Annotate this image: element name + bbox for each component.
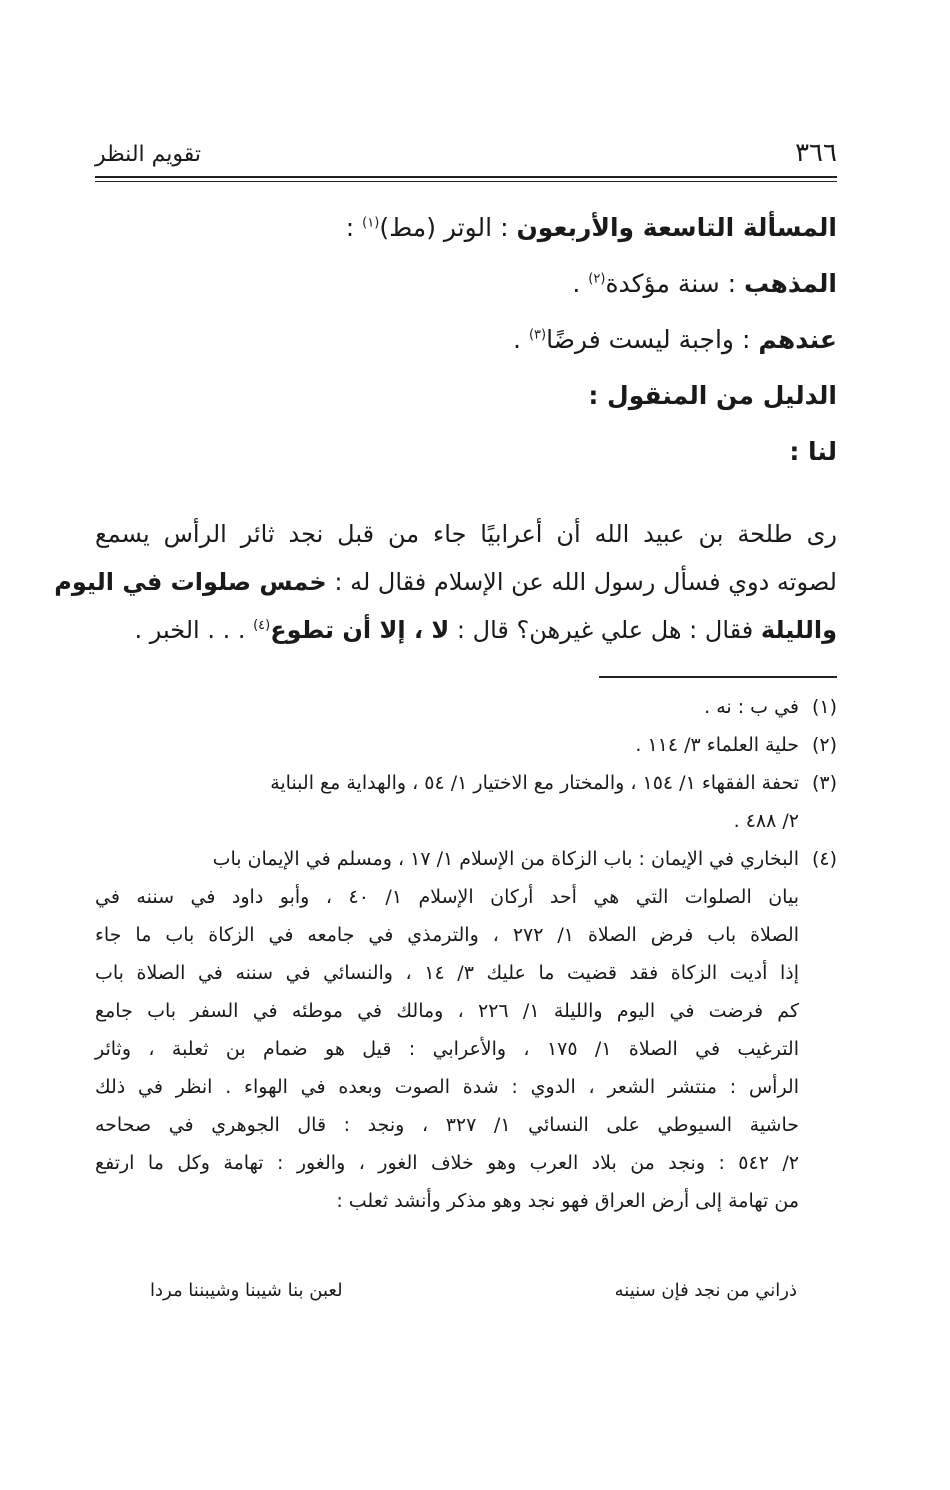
hadith-quote: والليلة <box>760 616 837 644</box>
footnote-4 <box>95 840 837 878</box>
page-number: ٣٦٦ <box>795 138 837 168</box>
for-us-heading: لنا : <box>789 437 837 466</box>
header-rule-thin <box>95 181 837 182</box>
footnote-ref-2: (٢) <box>588 271 606 287</box>
madhhab-line <box>95 256 837 312</box>
footnote-ref-1: (١) <box>362 215 380 231</box>
issue-title-line <box>95 200 837 256</box>
running-title: تقويم النظر <box>95 142 202 167</box>
footnote-rule <box>599 676 837 678</box>
evidence-heading: الدليل من المنقول : <box>588 381 837 410</box>
header-rule <box>95 176 837 178</box>
footnote-line: إذا أديت الزكاة فقد قضيت ما عليك ٣/ ١٤ ، والنسائي في سننه في الصلاة باب <box>95 962 800 984</box>
paragraph-line <box>95 606 837 654</box>
footnote-2 <box>95 726 837 764</box>
page-header <box>95 138 837 178</box>
paragraph-text: . . . الخبر . <box>134 616 254 644</box>
footnotes <box>95 688 837 1220</box>
footnote-ref-3: (٣) <box>528 327 547 343</box>
footnote-line: الصلاة باب فرض الصلاة ١/ ٢٧٢ ، والترمذي في جامعه في الزكاة باب ما جاء <box>95 924 799 946</box>
hadith-paragraph <box>54 510 837 654</box>
paragraph-line <box>54 558 837 606</box>
madhhab-label: المذهب <box>744 269 837 298</box>
footnote-line: الترغيب في الصلاة ١/ ١٧٥ ، والأعرابي : قيل هو ضمام بن ثعلبة ، وثائر <box>95 1038 799 1060</box>
verse-first-hemistich: ذراني من نجد فإن سنينه <box>614 1280 797 1301</box>
footnote-number: (٢) <box>811 734 837 756</box>
paragraph-text: فقال : هل علي غيرهن؟ قال : <box>449 616 761 644</box>
verse-second-hemistich: لعبن بنا شيبنا وشيبننا مردا <box>150 1280 343 1301</box>
paragraph-line: رى طلحة بن عبيد الله أن أعرابيًا جاء من قبل نجد ثائر الرأس يسمع <box>95 520 837 548</box>
punct: : <box>345 213 363 242</box>
footnote-ref-4: (٤) <box>253 618 271 633</box>
footnote-line: حاشية السيوطي على النسائي ١/ ٣٢٧ ، ونجد : قال الجوهري في صحاحه <box>95 1114 800 1136</box>
footnote-line: بيان الصلوات التي هي أحد أركان الإسلام ١/ ٤٠ ، وأبو داود في سننه في <box>95 886 799 908</box>
footnote-1 <box>95 688 837 726</box>
footnote-line: من تهامة إلى أرض العراق فهو نجد وهو مذكر وأنشد ثعلب : <box>336 1190 799 1212</box>
issue-topic: : الوتر (مط) <box>379 213 509 242</box>
footnote-text: في ب : نه . <box>704 696 799 718</box>
punct: . <box>513 325 529 354</box>
footnote-text: حلية العلماء ٣/ ١١٤ . <box>635 734 799 756</box>
paragraph-text: لصوته دوي فسأل رسول الله عن الإسلام فقال له : <box>334 568 837 596</box>
punct: . <box>572 269 589 298</box>
their-view-label: عندهم <box>758 325 837 354</box>
their-view-value: : واجبة ليست فرضًا <box>546 325 751 354</box>
footnote-line: ٢/ ٥٤٢ : ونجد من بلاد العرب وهو خلاف الغور ، والغور : تهامة وكل ما ارتفع <box>95 1152 799 1174</box>
footnote-3 <box>95 764 837 802</box>
hadith-quote: لا ، إلا أن تطوع <box>270 616 450 644</box>
their-view-line <box>95 312 837 368</box>
footnote-line: الرأس : منتشر الشعر ، الدوي : شدة الصوت وبعده في الهواء . انظر في ذلك <box>95 1076 799 1098</box>
hadith-quote: خمس صلوات في اليوم <box>54 568 327 596</box>
footnote-line: ٢/ ٤٨٨ . <box>733 810 799 832</box>
madhhab-value: : سنة مؤكدة <box>605 269 737 298</box>
footnote-number: (٣) <box>811 772 837 794</box>
footnote-line: كم فرضت في اليوم والليلة ١/ ٢٢٦ ، ومالك في موطئه في السفر باب جامع <box>95 1000 799 1022</box>
footnote-number: (٤) <box>811 848 837 870</box>
footnote-text: تحفة الفقهاء ١/ ١٥٤ ، والمختار مع الاختيار ١/ ٥٤ ، والهداية مع البناية <box>270 772 799 794</box>
footnote-number: (١) <box>811 696 837 718</box>
footnote-text: البخاري في الإيمان : باب الزكاة من الإسلام ١/ ١٧ ، ومسلم في الإيمان باب <box>212 848 799 870</box>
issue-title: المسألة التاسعة والأربعون <box>516 213 837 242</box>
issue-heading-block <box>95 200 837 480</box>
